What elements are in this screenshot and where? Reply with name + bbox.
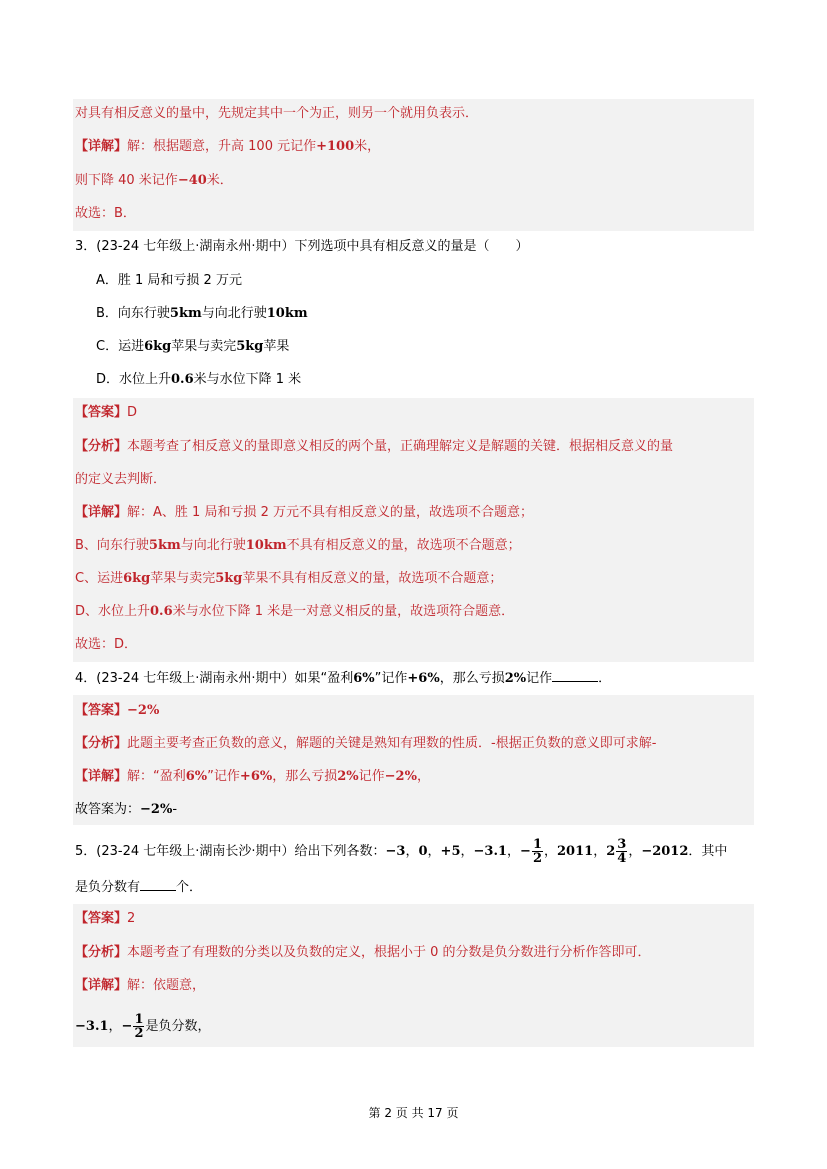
number-item: −3	[385, 844, 406, 859]
number-item: 0	[418, 844, 428, 859]
detail-tag: 【详解】	[75, 978, 128, 993]
math-value: −2%	[140, 802, 173, 817]
text-span: D．水位上升	[96, 372, 172, 387]
number-item: −2012	[641, 844, 689, 859]
fraction	[133, 1013, 144, 1040]
question-5-line-2	[75, 877, 202, 897]
math-value: 5kg	[236, 339, 264, 354]
math-value: 6%	[353, 671, 375, 686]
math-value: 2%	[337, 769, 359, 784]
math-value: 0.6	[150, 604, 173, 619]
text-span: ”记作	[374, 671, 408, 686]
analysis-line	[75, 943, 651, 963]
detail-line	[75, 536, 521, 556]
text-span: 米与水位下降 1 米	[193, 372, 302, 387]
fraction	[616, 838, 627, 865]
text-span: 是负分数有	[75, 880, 141, 895]
text-span: 5．(23-24 七年级上·湖南长沙·期中）给出下列各数：	[75, 844, 386, 859]
question-3-stem: 3．(23-24 七年级上·湖南永州·期中）下列选项中具有相反意义的量是（ ）	[75, 239, 529, 254]
fraction-denominator: 4	[617, 851, 627, 866]
text-span: 苹果不具有相反意义的量，故选项不合题意；	[242, 571, 503, 586]
text-span: ．其中	[688, 844, 728, 859]
fraction-numerator: 1	[134, 1012, 144, 1027]
detail-line	[75, 569, 502, 589]
analysis-tag: 【分析】	[75, 945, 128, 960]
detail-tag: 【详解】	[75, 139, 128, 154]
number-item: −3.1	[75, 1019, 109, 1034]
minus-sign: −	[520, 844, 531, 859]
question-4-stem	[75, 668, 611, 688]
mixed-number	[606, 840, 615, 864]
text-span: 本题考查了有理数的分类以及负数的定义，根据小于 0 的分数是负分数进行分析作答即可．	[127, 945, 651, 960]
fraction-numerator: 1	[532, 837, 542, 852]
answer-line	[75, 701, 159, 721]
math-value: 6kg	[144, 339, 172, 354]
answer-line	[75, 800, 177, 820]
number-item: 2011	[557, 844, 594, 859]
answer-line	[75, 403, 137, 423]
math-value: +6%	[407, 671, 440, 686]
math-value: 2%	[504, 671, 527, 686]
math-value: 10km	[266, 306, 308, 321]
number-item: +5	[440, 844, 461, 859]
text-span: C、运进	[75, 571, 124, 586]
text-span: 不具有相反意义的量，故选项不合题意；	[286, 538, 521, 553]
detail-line	[75, 503, 533, 523]
text-span: ．	[598, 671, 612, 686]
text-span: 解：根据题意，升高 100 元记作	[127, 139, 317, 154]
text-line	[75, 171, 233, 191]
text-span: 米．	[206, 173, 233, 188]
analysis-tag: 【分析】	[75, 439, 128, 454]
math-value: 0.6	[171, 372, 194, 387]
math-value: 5kg	[215, 571, 243, 586]
text-span: 与向北行驶	[180, 538, 246, 553]
fraction-denominator: 2	[532, 851, 542, 866]
text-span: B．向东行驶	[96, 306, 170, 321]
text-span: D、水位上升	[75, 604, 151, 619]
text-span: 本题考查了相反意义的量即意义相反的两个量，正确理解定义是解题的关键．根据相反意义的量	[127, 439, 674, 454]
text-span: 米，	[354, 139, 381, 154]
text-span: 个．	[176, 880, 203, 895]
answer-tag: 【答案】	[75, 703, 128, 718]
fraction-numerator: 3	[617, 837, 627, 852]
answer-blank	[552, 668, 598, 682]
math-value: 6%	[185, 769, 208, 784]
separator: ，	[544, 844, 558, 859]
answer-value: D	[127, 405, 138, 420]
text-span: 故答案为：	[75, 802, 141, 817]
option-a: A．胜 1 局和亏损 2 万元	[96, 273, 242, 288]
minus-sign: −	[121, 1019, 133, 1034]
detail-line	[75, 137, 380, 157]
detail-line	[75, 1012, 211, 1042]
text-span: ，那么亏损	[272, 769, 338, 784]
separator: ，	[108, 1019, 122, 1034]
number-item: −3.1	[473, 844, 508, 859]
analysis-line	[75, 734, 656, 754]
text-line: 对具有相反意义的量中，先规定其中一个为正，则另一个就用负表示．	[75, 106, 479, 121]
analysis-line	[75, 437, 673, 457]
text-span: 苹果与卖完	[171, 339, 237, 354]
fraction-denominator: 2	[134, 1026, 144, 1041]
answer-line: 故选：B．	[75, 206, 136, 221]
text-span: 米与水位下降 1 米是一对意义相反的量，故选项符合题意．	[172, 604, 515, 619]
text-span: 苹果与卖完	[150, 571, 216, 586]
separator: ，	[507, 844, 521, 859]
math-value: 6kg	[123, 571, 151, 586]
text-span: 记作	[526, 671, 553, 686]
detail-tag: 【详解】	[75, 769, 128, 784]
text-span: 与向北行驶	[201, 306, 267, 321]
separator: ，	[593, 844, 607, 859]
mixed-whole: 2	[606, 843, 616, 859]
separator: ，	[628, 844, 642, 859]
math-value: +100	[316, 139, 355, 154]
option-b	[96, 304, 308, 324]
text-span: B、向东行驶	[75, 538, 149, 553]
question-5-stem	[75, 837, 728, 866]
text-span: 此题主要考查正负数的意义，解题的关键是熟知有理数的性质．-根据正负数的意义即可求解-	[127, 736, 657, 751]
text-span: ，	[416, 769, 430, 784]
text-span: 则下降 40 米记作	[75, 173, 178, 188]
text-span: 解：“盈利	[127, 769, 186, 784]
fraction	[532, 838, 543, 865]
answer-tag: 【答案】	[75, 911, 128, 926]
detail-tag: 【详解】	[75, 505, 128, 520]
option-d	[96, 370, 301, 390]
math-value: 10km	[245, 538, 287, 553]
separator: ，	[405, 844, 419, 859]
text-span: 是负分数，	[145, 1019, 211, 1034]
text-span: 解：依题意，	[127, 978, 206, 993]
math-value: 5km	[169, 306, 202, 321]
option-c	[96, 337, 289, 357]
math-value: 5km	[148, 538, 181, 553]
math-value: −40	[177, 173, 207, 188]
answer-blank	[140, 877, 176, 891]
answer-line	[75, 909, 135, 929]
text-span: 苹果	[263, 339, 290, 354]
math-value: −2%	[384, 769, 417, 784]
analysis-line: 的定义去判断．	[75, 472, 167, 487]
analysis-tag: 【分析】	[75, 736, 128, 751]
text-span: 解：A、胜 1 局和亏损 2 万元不具有相反意义的量，故选项不合题意；	[127, 505, 533, 520]
detail-line	[75, 767, 430, 787]
detail-line	[75, 602, 514, 622]
text-span: 记作	[358, 769, 385, 784]
page-footer: 第 2 页 共 17 页	[368, 1106, 459, 1120]
separator: ，	[460, 844, 474, 859]
answer-tag: 【答案】	[75, 405, 128, 420]
detail-line	[75, 976, 205, 996]
text-span: C．运进	[96, 339, 145, 354]
math-value: +6%	[239, 769, 273, 784]
answer-value: 2	[127, 911, 136, 926]
text-span: ”记作	[207, 769, 240, 784]
text-span: 4．(23-24 七年级上·湖南永州·期中）如果“盈利	[75, 671, 354, 686]
separator: ，	[427, 844, 441, 859]
answer-value: −2%	[127, 703, 160, 718]
text-span: ，那么亏损	[439, 671, 505, 686]
answer-line: 故选：D．	[75, 637, 138, 652]
text-span: -	[172, 802, 178, 817]
